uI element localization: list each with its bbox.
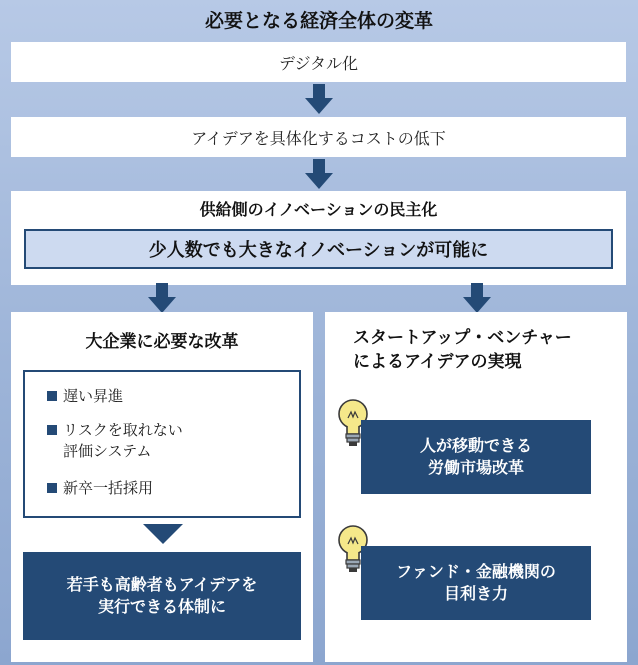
square-bullet-icon [47,391,57,401]
large-company-panel [11,312,313,662]
right-title-line2: によるアイデアの実現 [353,352,522,372]
supply-title: 供給側のイノベーションの民主化 [199,200,438,219]
diagram-title: 必要となる経済全体の変革 [204,10,433,32]
box-line2: 労働市場改革 [427,458,524,477]
list-item [47,478,153,499]
labor-market-box [361,420,591,494]
down-triangle-icon [143,524,183,548]
square-bullet-icon [47,483,57,493]
right-title-line1: スタートアップ・ベンチャー [353,328,572,348]
fund-box [361,546,591,620]
box-line2: 目利き力 [443,584,508,603]
supply-highlight: 少人数でも大きなイノベーションが可能に [24,229,613,269]
list-item-text: リスクを取れない [63,421,183,439]
down-arrow-icon [463,283,491,313]
left-panel-title: 大企業に必要な改革 [85,332,239,352]
left-result-box [23,552,301,640]
box-line1: ファンド・金融機関の [396,562,556,581]
list-item-text: 遅い昇進 [63,387,124,405]
result-line2: 実行できる体制に [97,597,226,616]
down-arrow-icon [305,159,333,189]
list-item-text: 新卒一括採用 [63,479,154,497]
box-line1: 人が移動できる [419,436,532,455]
step-digitalization: デジタル化 [11,42,626,82]
list-item [47,420,183,462]
square-bullet-icon [47,425,57,435]
issue-list [23,370,301,518]
result-line1: 若手も高齢者もアイデアを [66,575,258,594]
list-item-text-line2: 評価システム [63,442,152,460]
supply-side-box [11,191,626,285]
right-panel-title [353,326,623,374]
list-item [47,386,123,407]
startup-panel [325,312,627,662]
step-cost-reduction: アイデアを具体化するコストの低下 [11,117,626,157]
down-arrow-icon [148,283,176,313]
down-arrow-icon [305,84,333,114]
